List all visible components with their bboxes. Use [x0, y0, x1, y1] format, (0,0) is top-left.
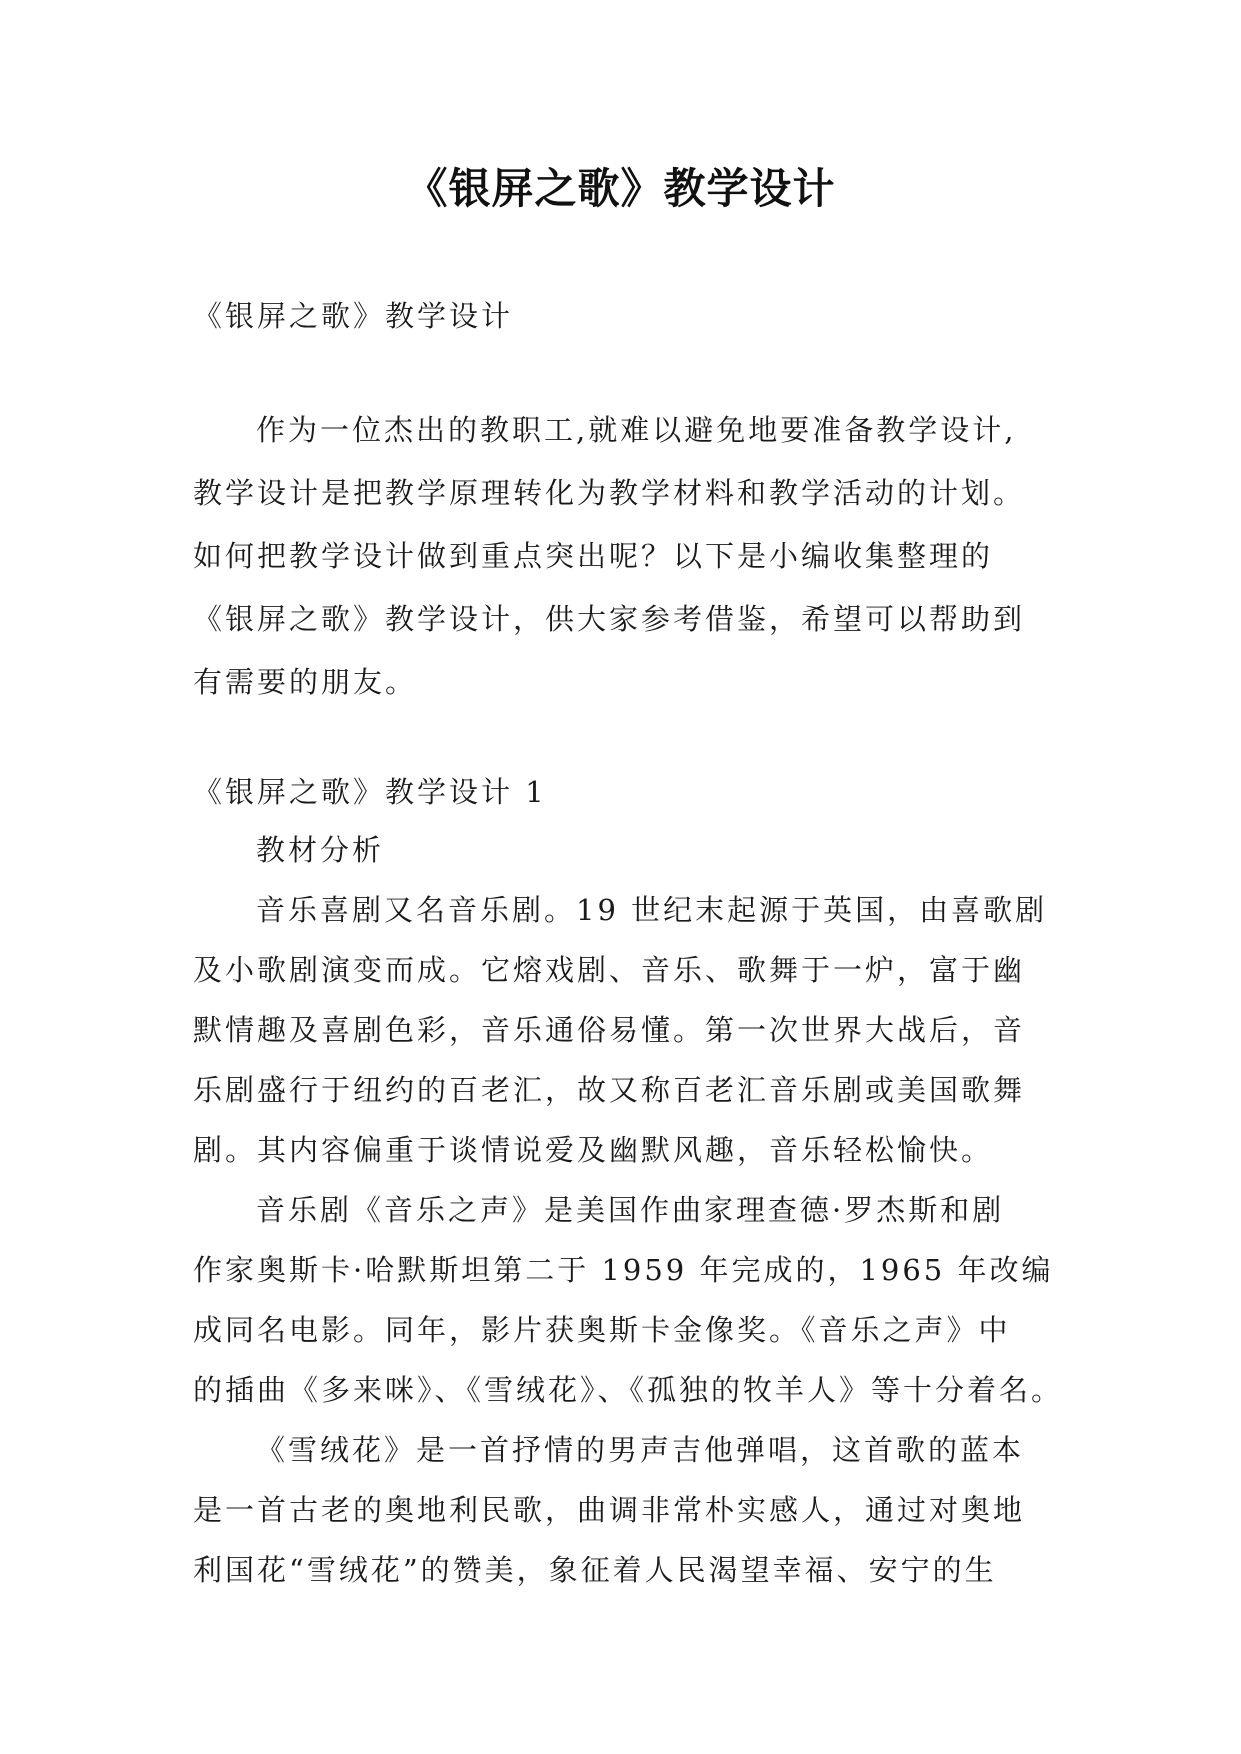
- paragraph-line: 默情趣及喜剧色彩，音乐通俗易懂。第一次世界大战后，音: [193, 1013, 1026, 1047]
- document-subtitle: 《银屏之歌》教学设计: [193, 299, 514, 333]
- paragraph-line: 作家奥斯卡·哈默斯坦第二于 1959 年完成的，1965 年改编: [193, 1253, 1054, 1287]
- paragraph-line: 的插曲《多来咪》、《雪绒花》、《孤独的牧羊人》等十分着名。: [193, 1373, 1064, 1407]
- paragraph-line: 剧。其内容偏重于谈情说爱及幽默风趣，音乐轻松愉快。: [193, 1133, 994, 1167]
- paragraph-line: 乐剧盛行于纽约的百老汇，故又称百老汇音乐剧或美国歌舞: [193, 1073, 1026, 1107]
- document-title: 《银屏之歌》教学设计: [405, 164, 836, 213]
- paragraph-line: 有需要的朋友。: [193, 665, 418, 699]
- paragraph-line: 《银屏之歌》教学设计，供大家参考借鉴，希望可以帮助到: [193, 602, 1026, 636]
- section-heading: 《银屏之歌》教学设计 1: [193, 775, 547, 809]
- paragraph-line: 作为一位杰出的教职工,就难以避免地要准备教学设计,: [256, 413, 1017, 447]
- subsection-heading: 教材分析: [256, 833, 385, 867]
- paragraph-line: 是一首古老的奥地利民歌，曲调非常朴实感人，通过对奥地: [193, 1493, 1026, 1527]
- paragraph-line: 及小歌剧演变而成。它熔戏剧、音乐、歌舞于一炉，富于幽: [193, 953, 1026, 987]
- paragraph-line: 如何把教学设计做到重点突出呢？以下是小编收集整理的: [193, 539, 994, 573]
- paragraph-line: 音乐剧《音乐之声》是美国作曲家理查德·罗杰斯和剧: [256, 1193, 1005, 1227]
- paragraph-line: 音乐喜剧又名音乐剧。19 世纪末起源于英国，由喜歌剧: [256, 893, 1048, 927]
- paragraph-line: 成同名电影。同年，影片获奥斯卡金像奖。《音乐之声》中: [193, 1313, 1011, 1347]
- paragraph-line: 利国花“雪绒花”的赞美，象征着人民渴望幸福、安宁的生: [193, 1553, 997, 1587]
- paragraph-line: 教学设计是把教学原理转化为教学材料和教学活动的计划。: [193, 476, 1026, 510]
- paragraph-line: 《雪绒花》是一首抒情的男声吉他弹唱，这首歌的蓝本: [256, 1433, 1025, 1467]
